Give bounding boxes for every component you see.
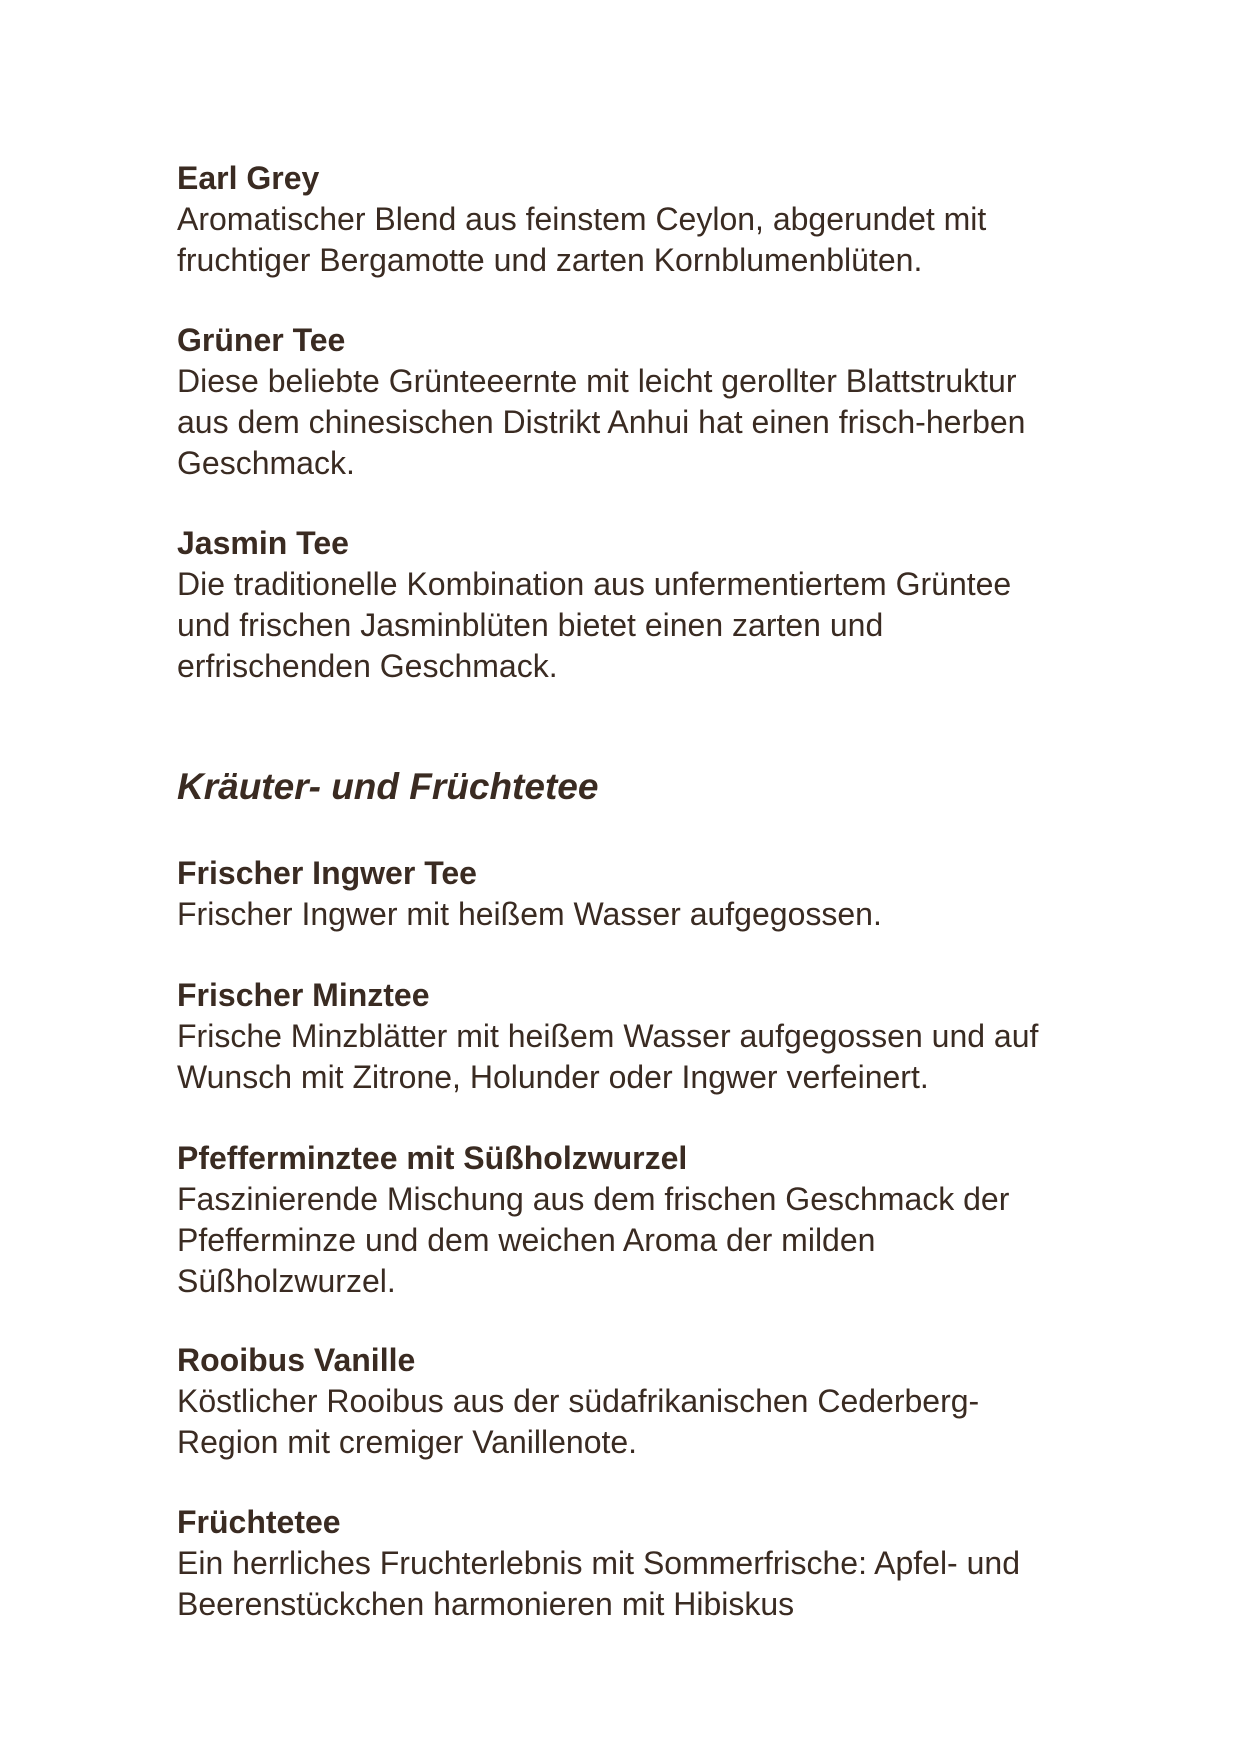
- tea-description-line: Wunsch mit Zitrone, Holunder oder Ingwer verfeinert.: [177, 1059, 929, 1095]
- tea-item-jasmin-tee: [177, 523, 1167, 687]
- tea-description-line: Frische Minzblätter mit heißem Wasser aufgegossen und auf: [177, 1018, 1039, 1054]
- tea-title: Früchtetee: [177, 1504, 341, 1540]
- tea-description-line: Region mit cremiger Vanillenote.: [177, 1424, 638, 1460]
- tea-description-line: Frischer Ingwer mit heißem Wasser aufgegossen.: [177, 896, 882, 932]
- tea-title: Grüner Tee: [177, 322, 346, 358]
- tea-item-gruener-tee: [177, 320, 1167, 484]
- tea-title: Frischer Ingwer Tee: [177, 855, 477, 891]
- tea-description-line: Köstlicher Rooibus aus der südafrikanischen Cederberg-: [177, 1383, 980, 1419]
- tea-description-line: Aromatischer Blend aus feinstem Ceylon, abgerundet mit: [177, 201, 987, 237]
- tea-description-line: fruchtiger Bergamotte und zarten Kornblumenblüten.: [177, 242, 923, 278]
- tea-item-fruechtetee: [177, 1502, 1167, 1625]
- tea-title: Earl Grey: [177, 160, 320, 196]
- tea-item-frischer-ingwer-tee: [177, 853, 1167, 935]
- tea-item-frischer-minztee: [177, 975, 1167, 1098]
- section-heading-block: [177, 765, 1167, 809]
- tea-description-line: Ein herrliches Fruchterlebnis mit Sommerfrische: Apfel- und: [177, 1545, 1020, 1581]
- tea-title: Jasmin Tee: [177, 525, 349, 561]
- tea-item-rooibus-vanille: [177, 1340, 1167, 1463]
- tea-title: Pfefferminztee mit Süßholzwurzel: [177, 1140, 688, 1176]
- section-heading: Kräuter- und Früchtetee: [177, 766, 599, 807]
- tea-title: Rooibus Vanille: [177, 1342, 416, 1378]
- tea-description-line: erfrischenden Geschmack.: [177, 648, 558, 684]
- tea-description-line: Diese beliebte Grünteeernte mit leicht gerollter Blattstruktur: [177, 363, 1017, 399]
- tea-description-line: Faszinierende Mischung aus dem frischen Geschmack der: [177, 1181, 1010, 1217]
- tea-description-line: Pfefferminze und dem weichen Aroma der milden: [177, 1222, 876, 1258]
- tea-item-pfefferminztee: [177, 1138, 1167, 1302]
- tea-description-line: Süßholzwurzel.: [177, 1263, 396, 1299]
- tea-item-earl-grey: [177, 158, 1167, 281]
- tea-description-line: Geschmack.: [177, 445, 355, 481]
- tea-description-line: und frischen Jasminblüten bietet einen zarten und: [177, 607, 884, 643]
- tea-description-line: Beerenstückchen harmonieren mit Hibiskus: [177, 1586, 795, 1622]
- tea-title: Frischer Minztee: [177, 977, 430, 1013]
- tea-description-line: Die traditionelle Kombination aus unfermentiertem Grüntee: [177, 566, 1012, 602]
- tea-description-line: aus dem chinesischen Distrikt Anhui hat einen frisch-herben: [177, 404, 1026, 440]
